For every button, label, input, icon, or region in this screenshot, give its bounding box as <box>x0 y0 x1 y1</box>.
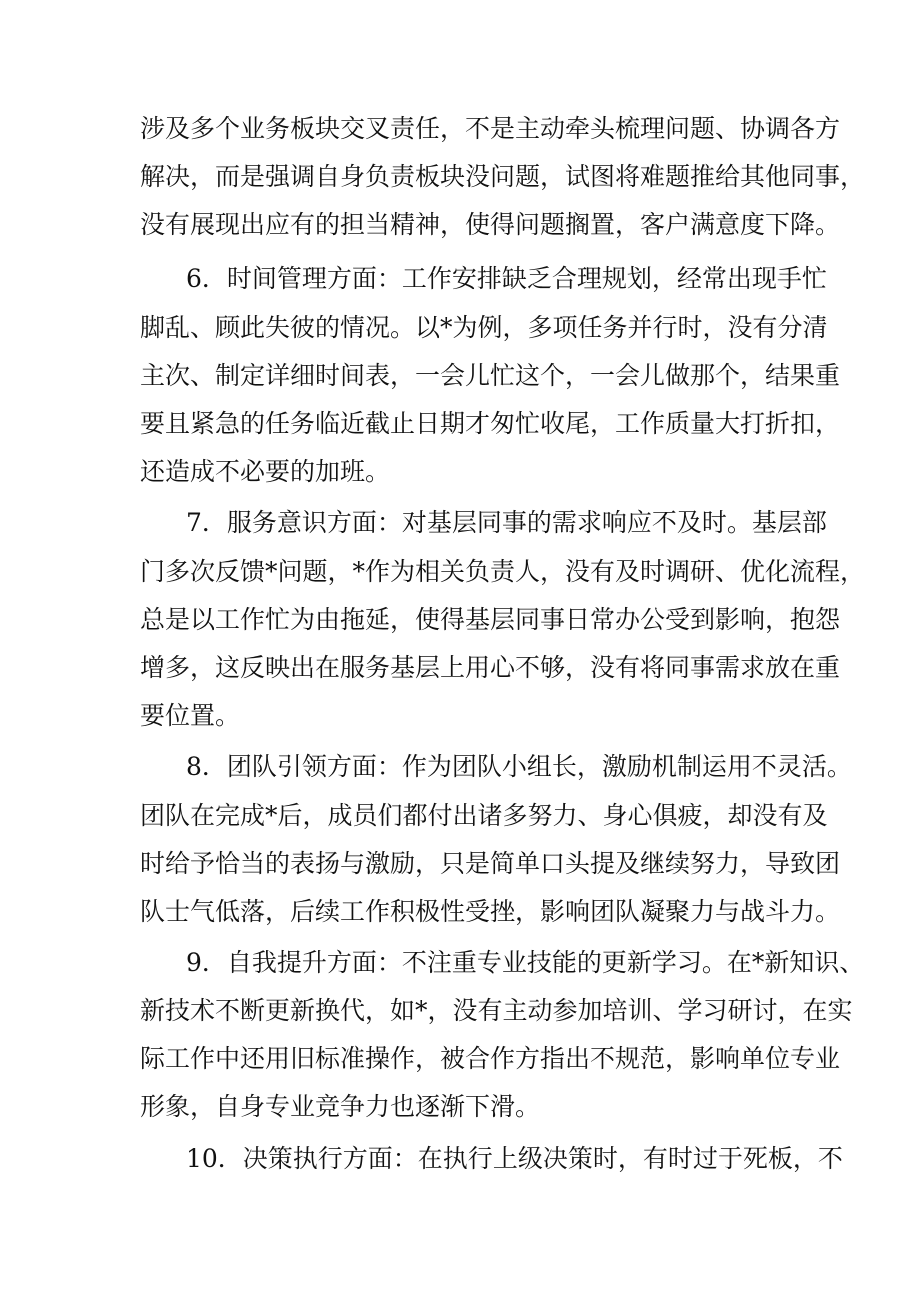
paragraph-7-first-line: 7．服务意识方面：对基层同事的需求响应不及时。基层部 <box>186 508 827 537</box>
text-line: 没有展现出应有的担当精神，使得问题搁置，客户满意度下降。 <box>140 210 841 239</box>
text-line: 脚乱、顾此失彼的情况。以*为例，多项任务并行时，没有分清 <box>140 313 828 342</box>
text-line: 涉及多个业务板块交叉责任，不是主动牵头梳理问题、协调各方 <box>140 114 841 143</box>
text-line: 要且紧急的任务临近截止日期才匆忙收尾，工作质量大打折扣， <box>140 409 841 438</box>
text-line: 形象，自身专业竞争力也逐渐下滑。 <box>140 1092 541 1121</box>
text-line: 解决，而是强调自身负责板块没问题，试图将难题推给其他同事， <box>140 162 866 191</box>
text-line: 增多，这反映出在服务基层上用心不够，没有将同事需求放在重 <box>140 653 841 682</box>
text-line: 团队在完成*后，成员们都付出诸多努力、身心俱疲，却没有及 <box>140 801 828 830</box>
text-line: 总是以工作忙为由拖延，使得基层同事日常办公受到影响，抱怨 <box>140 605 841 634</box>
text-line: 时给予恰当的表扬与激励，只是简单口头提及继续努力，导致团 <box>140 849 841 878</box>
text-line: 际工作中还用旧标准操作，被合作方指出不规范，影响单位专业 <box>140 1044 841 1073</box>
text-line: 队士气低落，后续工作积极性受挫，影响团队凝聚力与战斗力。 <box>140 897 841 926</box>
paragraph-8-first-line: 8．团队引领方面：作为团队小组长，激励机制运用不灵活。 <box>186 752 852 781</box>
text-line: 还造成不必要的加班。 <box>140 457 391 486</box>
paragraph-10-first-line: 10．决策执行方面：在执行上级决策时，有时过于死板，不 <box>186 1144 843 1173</box>
paragraph-6-first-line: 6．时间管理方面：工作安排缺乏合理规划，经常出现手忙 <box>186 264 827 293</box>
paragraph-9-first-line: 9．自我提升方面：不注重专业技能的更新学习。在*新知识、 <box>186 948 865 977</box>
text-line: 门多次反馈*问题，*作为相关负责人，没有及时调研、优化流程， <box>140 557 866 586</box>
text-line: 主次、制定详细时间表，一会儿忙这个，一会儿做那个，结果重 <box>140 361 841 390</box>
text-line: 新技术不断更新换代，如*，没有主动参加培训、学习研讨，在实 <box>140 996 853 1025</box>
text-line: 要位置。 <box>140 701 241 730</box>
